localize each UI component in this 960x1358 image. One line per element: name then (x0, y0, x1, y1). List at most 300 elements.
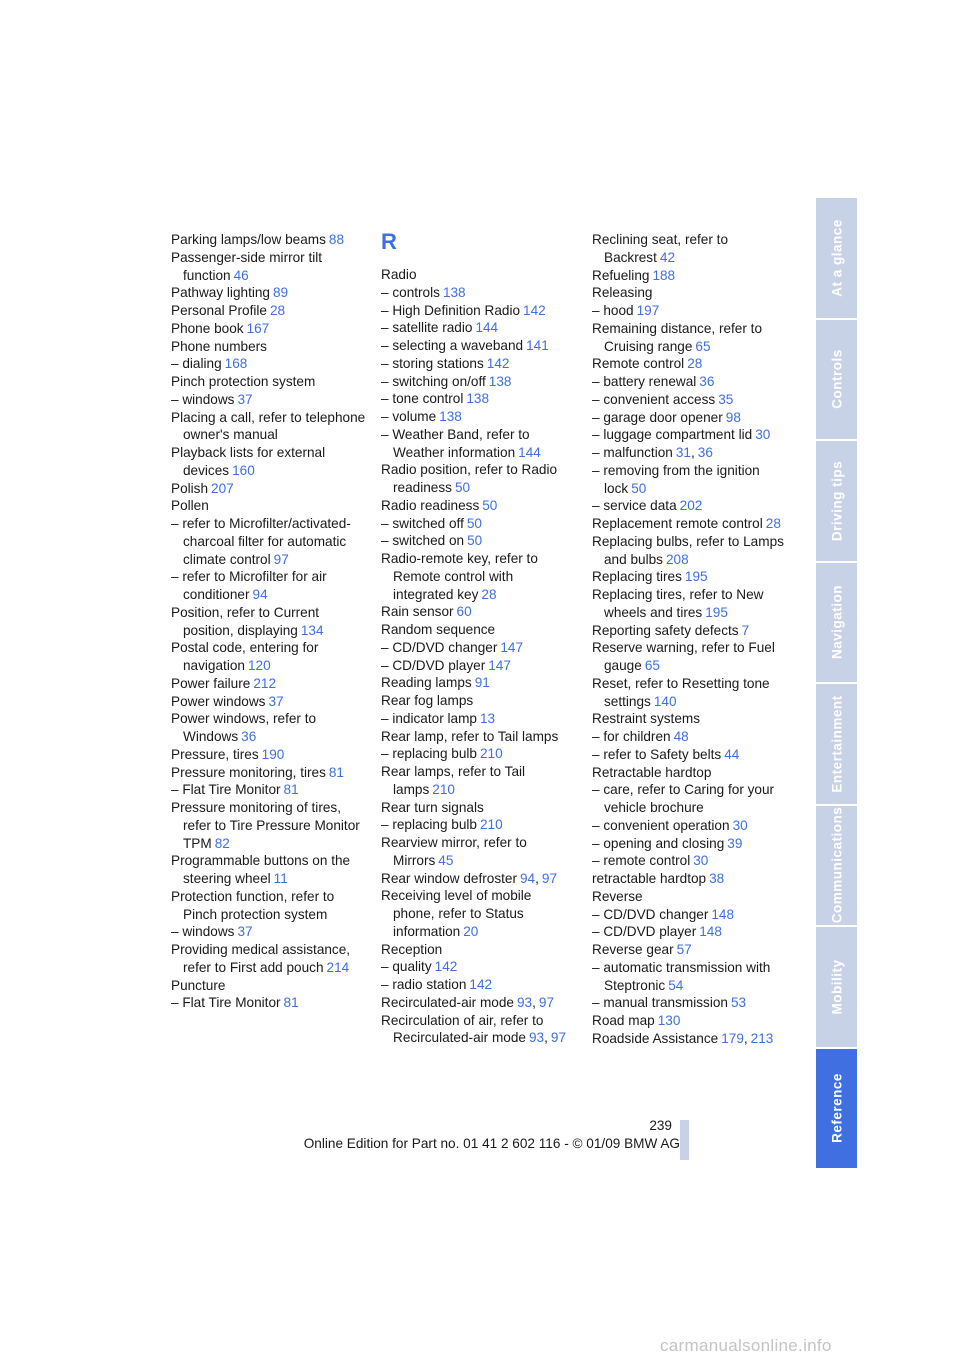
index-entry (381, 408, 576, 426)
index-entry-term: Pressure monitoring, tires (171, 764, 326, 780)
index-entry (171, 781, 366, 799)
index-entry-term: – replacing bulb (381, 817, 477, 833)
tab-label: Mobility (829, 959, 844, 1015)
index-entry-term: – CD/DVD changer (592, 906, 709, 922)
index-entry-term: – refer to Safety belts (592, 746, 722, 762)
index-entry (592, 764, 792, 782)
page-link[interactable]: 210 (479, 746, 503, 762)
page-link[interactable]: 91 (474, 675, 490, 691)
index-entry (381, 550, 576, 603)
index-entry (381, 355, 576, 373)
index-entry (592, 568, 792, 586)
index-entry (381, 657, 576, 675)
index-entry (381, 745, 576, 763)
index-entry-term: Phone numbers (171, 338, 267, 354)
index-entry (171, 355, 366, 373)
index-column-3 (592, 231, 792, 1048)
index-entry: Recirculated-air mode 93, 97 (381, 994, 555, 1010)
index-entry: Rear window defroster 94, 97 (381, 870, 558, 886)
index-entry-term: Retractable hardtop (592, 764, 712, 780)
page-link[interactable]: 148 (711, 906, 735, 922)
page-link[interactable]: 97 (538, 994, 555, 1010)
page-link[interactable]: 140 (653, 693, 677, 709)
page-link[interactable]: 88 (328, 232, 345, 247)
index-column-2 (381, 231, 576, 1047)
index-entry (592, 533, 792, 569)
index-entry-term: Polish (171, 480, 209, 496)
index-entry (592, 622, 792, 640)
page-link[interactable]: 50 (466, 515, 482, 531)
page-link[interactable]: 46 (233, 267, 249, 283)
index-entry (592, 817, 792, 835)
index-entry (592, 426, 792, 444)
index-entry (381, 373, 576, 391)
index-entry (381, 337, 576, 355)
index-entry-term: Power windows, refer to Windows (171, 711, 317, 744)
index-entry-term: – switched on (381, 533, 465, 549)
index-entry-term: Pressure monitoring of tires, refer to Tire Pressure Monitor TPM (171, 800, 360, 851)
page-link[interactable]: 210 (432, 781, 455, 797)
page-link[interactable]: 97 (550, 1030, 567, 1046)
index-entry (592, 852, 792, 870)
index-entry (381, 497, 576, 515)
page-link[interactable]: 37 (268, 693, 284, 709)
index-entry-term: Reception (381, 941, 443, 957)
index-entry-term: Phone book (171, 320, 244, 336)
page-link[interactable]: 37 (237, 924, 253, 940)
tab-communications[interactable] (816, 806, 857, 926)
index-entry-term: Providing medical assistance, refer to First add pouch (171, 942, 351, 975)
index-entry-term: – switching on/off (381, 373, 486, 389)
index-entry (171, 746, 366, 764)
page-link[interactable]: 57 (676, 942, 692, 957)
page-link[interactable]: 81 (283, 782, 299, 798)
index-entry-term: Programmable buttons on the steering wheel (171, 853, 351, 886)
page-link[interactable]: 212 (253, 675, 277, 691)
page-link[interactable]: 197 (636, 303, 660, 318)
index-entry-term: Rain sensor (381, 604, 454, 620)
index-entry-term: – windows (171, 391, 235, 407)
page-link[interactable]: 31 (675, 445, 691, 460)
index-entry-term: Rear fog lamps (381, 693, 474, 708)
index-entry-term: Power failure (171, 675, 251, 691)
page-link[interactable]: 142 (434, 959, 458, 975)
index-entry (592, 870, 792, 888)
index-entry (592, 515, 792, 533)
index-entry (381, 941, 576, 959)
index-entry-term: Restraint systems (592, 711, 701, 727)
index-entry (381, 319, 576, 337)
index-entry-term: Reporting safety defects (592, 622, 739, 638)
index-entry-term: – automatic transmission with Steptronic (592, 959, 771, 993)
index-entry (381, 302, 576, 320)
tab-label: Controls (829, 349, 844, 409)
index-entry-term: – selecting a waveband (381, 338, 524, 353)
index-entry-term: – switched off (381, 515, 464, 531)
page-link[interactable]: 141 (526, 338, 549, 353)
page-link[interactable]: 134 (300, 622, 324, 638)
index-entry (381, 674, 576, 692)
page-link[interactable]: 195 (684, 569, 708, 585)
index-entry-term: Pollen (171, 498, 209, 514)
index-entry (171, 710, 366, 746)
page-link[interactable]: 82 (214, 835, 230, 851)
page-link[interactable]: 35 (718, 391, 734, 407)
index-entry-term: Receiving level of mobile phone, refer to Status information (381, 888, 532, 939)
page-link[interactable]: 98 (725, 409, 741, 425)
index-entry (592, 639, 792, 675)
index-entry-term: – remote control (592, 853, 691, 869)
tab-entertainment[interactable] (816, 684, 857, 804)
page-link[interactable]: 213 (750, 1030, 774, 1046)
index-entry (381, 639, 576, 657)
page-link[interactable]: 147 (500, 639, 524, 655)
page-link[interactable]: 207 (211, 480, 234, 496)
index-entry-term: Reading lamps (381, 675, 472, 691)
index-entry: Roadside Assistance 179, 213 (592, 1030, 774, 1046)
tab-mobility[interactable] (816, 927, 857, 1047)
index-entry (592, 994, 792, 1012)
index-column-1 (171, 231, 366, 1012)
page-link[interactable]: 53 (731, 995, 747, 1011)
index-entry-term: Remaining distance, refer to Cruising range (592, 320, 763, 354)
index-entry-term: – Flat Tire Monitor (171, 782, 281, 798)
page-link[interactable]: 188 (652, 267, 676, 283)
index-entry (592, 728, 792, 746)
page-link[interactable]: 210 (479, 817, 503, 833)
index-entry (171, 852, 366, 888)
index-entry (592, 959, 792, 995)
index-entry-term: Replacement remote control (592, 516, 763, 531)
page-link[interactable]: 142 (486, 355, 510, 371)
index-entry (381, 461, 576, 497)
index-entry-term: – tone control (381, 391, 464, 407)
index-entry-term: Rear lamps, refer to Tail lamps (381, 764, 526, 797)
tab-at-a-glance[interactable] (816, 198, 857, 318)
index-entry-term: – Weather Band, refer to Weather information (381, 426, 530, 460)
page-link[interactable]: 65 (644, 658, 660, 673)
index-entry-term: Reclining seat, refer to Backrest (592, 232, 729, 265)
page-link[interactable]: 36 (699, 374, 715, 389)
index-entry (381, 603, 576, 621)
index-entry-term: – CD/DVD player (381, 657, 486, 673)
index-entry (171, 373, 366, 391)
watermark: carmanualsonline.info (660, 1336, 832, 1355)
index-entry (381, 799, 576, 817)
page-link[interactable]: 93 (528, 1030, 545, 1046)
page-link[interactable]: 28 (481, 586, 497, 602)
index-entry: Recirculation of air, refer to Recirculated-air mode 93, 97 (381, 1012, 567, 1046)
page-link[interactable]: 30 (755, 427, 771, 443)
index-entry-term: – quality (381, 959, 432, 975)
page-link[interactable]: 20 (463, 923, 479, 939)
index-entry (592, 675, 792, 711)
index-entry (592, 923, 792, 941)
index-entry (171, 568, 366, 604)
page-link[interactable]: 208 (665, 551, 689, 567)
index-entry (171, 994, 366, 1012)
index-entry (592, 462, 792, 498)
index-entry-term: – windows (171, 924, 235, 940)
index-entry-term: Radio (381, 267, 417, 282)
index-entry-term: – Flat Tire Monitor (171, 995, 281, 1011)
index-entry-term: Random sequence (381, 622, 496, 637)
tab-label: Driving tips (829, 460, 844, 541)
page-link[interactable]: 28 (687, 356, 703, 372)
tab-driving-tips[interactable] (816, 441, 857, 561)
index-entry-term: – opening and closing (592, 835, 725, 851)
page-link[interactable]: 179 (721, 1030, 744, 1046)
index-entry-term: – controls (381, 284, 440, 300)
page-link[interactable]: 39 (727, 835, 743, 851)
index-entry (171, 249, 366, 285)
index-entry (171, 338, 366, 356)
page-link[interactable]: 65 (695, 338, 711, 354)
tab-label: Entertainment (829, 695, 844, 793)
index-entry-term: Refueling (592, 267, 650, 283)
tab-label: Communications (829, 806, 844, 924)
index-entry-term: Rear turn signals (381, 799, 484, 815)
index-entry (592, 320, 792, 356)
page-link[interactable]: 138 (439, 409, 462, 424)
section-letter: R (381, 229, 397, 254)
index-entry (171, 444, 366, 480)
index-entry-term: – indicator lamp (381, 710, 477, 726)
index-entry-term: – satellite radio (381, 320, 473, 336)
index-entry-term: Pathway lighting (171, 285, 270, 301)
index-entry (381, 728, 576, 746)
index-entry-term: Pinch protection system (171, 374, 316, 389)
page-link[interactable]: 37 (237, 391, 253, 407)
index-entry (381, 834, 576, 870)
index-entry-term: Pressure, tires (171, 746, 259, 762)
page-link[interactable]: 38 (709, 871, 725, 886)
index-entry-term: – refer to Microfilter for air conditioner (171, 569, 327, 602)
page-link[interactable]: 168 (224, 356, 248, 372)
tab-label: Navigation (829, 585, 844, 660)
index-entry-term: retractable hardtop (592, 871, 707, 886)
index-entry (381, 816, 576, 834)
tab-reference[interactable] (816, 1049, 857, 1169)
page-link[interactable]: 138 (466, 391, 490, 407)
index-entry-term: – volume (381, 409, 437, 424)
index-entry-term: Recirculated-air mode (381, 994, 514, 1010)
index-entry (592, 231, 792, 267)
page-link[interactable]: 195 (705, 604, 728, 620)
page-link[interactable]: 36 (241, 729, 257, 744)
tab-navigation[interactable] (816, 563, 857, 683)
index-entry-term: Reserve warning, refer to Fuel gauge (592, 640, 775, 673)
index-entry (381, 763, 576, 799)
page-number: 239 (649, 1118, 672, 1133)
index-entry-term: Postal code, entering for navigation (171, 640, 319, 673)
index-entry-term: Releasing (592, 285, 653, 301)
index-entry-term: Placing a call, refer to telephone owner's manual (171, 409, 366, 443)
index-entry (592, 373, 792, 391)
index-entry-term: – radio station (381, 977, 467, 992)
page-link[interactable]: 144 (475, 320, 499, 336)
index-entry-term: – CD/DVD changer (381, 639, 498, 655)
page-link[interactable]: 30 (732, 817, 748, 833)
page-link[interactable]: 81 (328, 764, 344, 780)
page-link[interactable]: 45 (438, 852, 454, 868)
index-entry (171, 497, 366, 515)
index-entry-term: Replacing bulbs, refer to Lamps and bulbs (592, 533, 784, 567)
index-entry (381, 390, 576, 408)
index-entry: – malfunction 31, 36 (592, 445, 713, 460)
index-entry-term: Reverse gear (592, 942, 674, 957)
index-entry (592, 906, 792, 924)
index-entry (171, 409, 366, 445)
edition-line: Online Edition for Part no. 01 41 2 602 116 - © 01/09 BMW AG (303, 1136, 680, 1151)
page-link[interactable]: 7 (741, 622, 750, 638)
index-entry (592, 835, 792, 853)
index-entry-term: – storing stations (381, 355, 484, 371)
index-entry-term: Personal Profile (171, 303, 267, 318)
page-link[interactable]: 138 (442, 284, 466, 300)
page-link[interactable]: 11 (273, 871, 288, 886)
page-link[interactable]: 167 (246, 320, 270, 336)
index-entry-term: – malfunction (592, 445, 673, 460)
index-entry (592, 586, 792, 622)
index-entry (592, 409, 792, 427)
page-link[interactable]: 81 (283, 995, 299, 1011)
page-link[interactable]: 50 (467, 533, 483, 549)
page-link[interactable]: 93 (516, 994, 533, 1010)
index-entry-term: – battery renewal (592, 374, 697, 389)
page-number-bar (680, 1120, 689, 1160)
page-link[interactable]: 147 (488, 657, 511, 673)
index-entry (592, 888, 792, 906)
page-link[interactable]: 28 (269, 303, 286, 318)
index-entry-term: Rearview mirror, refer to Mirrors (381, 835, 527, 868)
page-link[interactable]: 160 (232, 462, 255, 478)
index-entry (592, 941, 792, 959)
index-entry-term: – refer to Microfilter/activated-charcoal filter for automatic climate control (171, 516, 351, 567)
index-entry (381, 266, 576, 284)
index-entry-term: – care, refer to Caring for your vehicle brochure (592, 782, 775, 815)
index-entry (171, 391, 366, 409)
index-entry (381, 710, 576, 728)
page-link[interactable]: 42 (659, 249, 676, 265)
page-link[interactable]: 120 (247, 658, 271, 673)
page-link[interactable]: 94 (520, 870, 536, 886)
page-link[interactable]: 30 (693, 853, 709, 869)
index-entry (381, 958, 576, 976)
page-link[interactable]: 28 (765, 516, 781, 531)
index-entry (592, 497, 792, 515)
index-entry-term: – manual transmission (592, 995, 728, 1011)
index-entry-term: – service data (592, 498, 677, 514)
page-link[interactable]: 97 (541, 870, 558, 886)
index-entry-term: – for children (592, 729, 671, 744)
index-entry-term: Playback lists for external devices (171, 445, 326, 478)
page-link[interactable]: 94 (252, 587, 268, 602)
page-link[interactable]: 130 (657, 1013, 681, 1028)
index-entry-term: Passenger-side mirror tilt function (171, 249, 323, 283)
index-entry-term: Replacing tires, refer to New wheels and tires (592, 587, 764, 620)
page-link[interactable]: 50 (482, 497, 498, 513)
index-entry-term: Rear window defroster (381, 870, 517, 886)
page-link[interactable]: 202 (679, 498, 703, 514)
index-entry (592, 781, 792, 817)
page-link[interactable]: 148 (699, 924, 722, 940)
index-entry-term: – replacing bulb (381, 746, 477, 762)
index-entry-term: Power windows (171, 693, 266, 709)
page-link[interactable]: 214 (326, 959, 350, 975)
index-entry-term: – convenient operation (592, 817, 730, 833)
page-link[interactable]: 50 (631, 480, 647, 496)
index-entry (171, 515, 366, 568)
index-entry (171, 923, 366, 941)
index-entry (381, 692, 576, 710)
section-tabs (816, 198, 857, 1170)
page-link[interactable]: 44 (724, 746, 740, 762)
index-entry (381, 515, 576, 533)
page-link[interactable]: 50 (454, 480, 471, 495)
index-entry-term: Radio-remote key, refer to Remote control with integrated key (381, 551, 538, 602)
index-entry-term: Protection function, refer to Pinch protection system (171, 888, 335, 922)
index-entry-term: Replacing tires (592, 569, 682, 585)
index-entry (171, 977, 366, 995)
index-entry (171, 941, 366, 977)
index-entry (171, 302, 366, 320)
index-entry-term: – garage door opener (592, 409, 723, 425)
index-entry (171, 693, 366, 711)
index-entry (592, 284, 792, 302)
index-entry (381, 426, 576, 462)
index-entry (171, 231, 366, 249)
index-entry-term: Radio readiness (381, 497, 480, 513)
index-entry (171, 888, 366, 924)
page-link[interactable]: 60 (456, 604, 472, 620)
index-entry (592, 355, 792, 373)
page-link[interactable]: 13 (479, 710, 496, 726)
tab-label: At a glance (829, 218, 844, 297)
page-link[interactable]: 89 (273, 285, 289, 301)
index-entry (171, 320, 366, 338)
page-link[interactable]: 142 (523, 302, 546, 318)
index-entry-term: – convenient access (592, 391, 716, 407)
index-entry (171, 639, 366, 675)
page-link[interactable]: 97 (273, 551, 289, 567)
page-link[interactable]: 138 (488, 373, 512, 389)
index-entry (171, 284, 366, 302)
index-entry (592, 391, 792, 409)
page-link[interactable]: 144 (518, 444, 541, 460)
index-entry (381, 976, 576, 994)
index-entry (171, 799, 366, 852)
index-entry (592, 710, 792, 728)
index-entry-term: Position, refer to Current position, displaying (171, 604, 320, 638)
index-entry (171, 675, 366, 693)
tab-controls[interactable] (816, 320, 857, 440)
index-entry (592, 267, 792, 285)
index-entry (381, 532, 576, 550)
index-entry (592, 1012, 792, 1030)
index-entry-term: Reset, refer to Resetting tone settings (592, 675, 770, 709)
page-link[interactable]: 48 (673, 729, 689, 744)
index-entry-term: Radio position, refer to Radio readiness (381, 462, 558, 495)
index-entry (592, 302, 792, 320)
page-link[interactable]: 54 (668, 977, 684, 993)
index-entry (592, 746, 792, 764)
page-link[interactable]: 36 (697, 445, 713, 460)
page-link[interactable]: 142 (469, 977, 493, 992)
index-entry-term: – CD/DVD player (592, 924, 697, 940)
index-entry-term: Road map (592, 1013, 655, 1028)
page-link[interactable]: 190 (261, 746, 285, 762)
